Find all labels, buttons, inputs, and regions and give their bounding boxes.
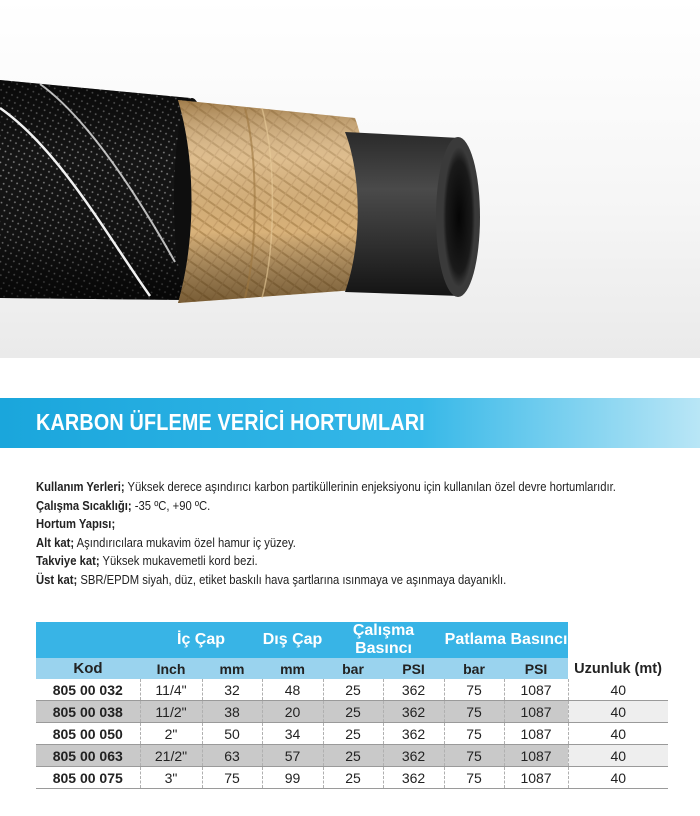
reinforcement-line [36, 552, 612, 571]
inner-layer-line [36, 534, 612, 553]
group-header-blank [36, 622, 140, 658]
col-length: Uzunluk (mt) [568, 658, 668, 679]
temperature-text: -35 ºC, +90 ºC. [131, 498, 211, 513]
sub-header-row [36, 658, 668, 679]
usage-text: Yüksek derece aşındırıcı karbon partiküllerinin enjeksiyonu için kullanılan özel devre hortumlarıdır. [124, 480, 616, 494]
cell-working-psi: 362 [383, 767, 444, 789]
table-row [36, 723, 668, 745]
cell-working-psi: 362 [383, 701, 444, 723]
usage-line [36, 478, 616, 497]
cell-kod: 805 00 038 [36, 701, 140, 723]
cell-length: 40 [568, 723, 668, 745]
col-kod: Kod [36, 658, 140, 679]
outer-layer-label: Üst kat; [36, 572, 78, 587]
cell-working-psi: 362 [383, 679, 444, 701]
cell-burst-bar: 75 [444, 701, 504, 723]
hose-product-image [0, 0, 700, 358]
col-inch: Inch [140, 658, 202, 679]
cell-burst-psi: 1087 [504, 723, 568, 745]
table-row [36, 745, 668, 767]
col-inner-mm: mm [202, 658, 262, 679]
cell-outer-mm: 57 [262, 745, 323, 767]
cell-outer-mm: 34 [262, 723, 323, 745]
inner-layer-text: Aşındırıcılara mukavim özel hamur iç yüzey. [74, 535, 296, 550]
cell-kod: 805 00 063 [36, 745, 140, 767]
cell-kod: 805 00 050 [36, 723, 140, 745]
cell-inch: 11/2" [140, 701, 202, 723]
cell-outer-mm: 20 [262, 701, 323, 723]
cell-inch: 21/2" [140, 745, 202, 767]
cell-working-bar: 25 [323, 767, 383, 789]
group-working-pressure: Çalışma Basıncı [323, 622, 444, 658]
cell-outer-mm: 99 [262, 767, 323, 789]
reinforcement-label: Takviye kat; [36, 554, 100, 569]
cell-burst-psi: 1087 [504, 767, 568, 789]
table-row [36, 679, 668, 701]
cell-burst-bar: 75 [444, 767, 504, 789]
group-burst-pressure: Patlama Basıncı [444, 622, 568, 658]
group-inner-diameter: İç Çap [140, 622, 262, 658]
cell-length: 40 [568, 679, 668, 701]
col-outer-mm: mm [262, 658, 323, 679]
outer-layer-line [36, 571, 612, 590]
col-working-psi: PSI [383, 658, 444, 679]
cell-burst-bar: 75 [444, 679, 504, 701]
cell-inner-mm: 75 [202, 767, 262, 789]
title-banner [0, 398, 700, 448]
col-working-bar: bar [323, 658, 383, 679]
cell-inner-mm: 63 [202, 745, 262, 767]
cell-length: 40 [568, 701, 668, 723]
page-title: KARBON ÜFLEME VERİCİ HORTUMLARI [36, 409, 425, 435]
group-header-row [36, 622, 668, 658]
table-row [36, 701, 668, 723]
reinforcement-text: Yüksek mukavemetli kord bezi. [99, 554, 258, 569]
hose-illustration [0, 0, 700, 358]
cell-inch: 3" [140, 767, 202, 789]
cell-working-psi: 362 [383, 723, 444, 745]
cell-outer-mm: 48 [262, 679, 323, 701]
cell-length: 40 [568, 767, 668, 789]
cell-kod: 805 00 075 [36, 767, 140, 789]
group-header-empty [568, 622, 668, 658]
cell-working-bar: 25 [323, 679, 383, 701]
temperature-line [36, 497, 612, 516]
inner-layer-label: Alt kat; [36, 535, 75, 550]
structure-line [36, 515, 612, 534]
product-description [36, 478, 676, 590]
cell-inch: 11/4" [140, 679, 202, 701]
cell-kod: 805 00 032 [36, 679, 140, 701]
cell-burst-bar: 75 [444, 745, 504, 767]
cell-working-bar: 25 [323, 701, 383, 723]
cell-burst-psi: 1087 [504, 679, 568, 701]
spec-table [36, 622, 668, 789]
col-burst-bar: bar [444, 658, 504, 679]
outer-layer-text: SBR/EPDM siyah, düz, etiket baskılı hava şartlarına ısınmaya ve aşınmaya dayanıklı. [77, 572, 507, 587]
col-burst-psi: PSI [504, 658, 568, 679]
group-outer-diameter: Dış Çap [262, 622, 323, 658]
structure-label: Hortum Yapısı; [36, 517, 116, 532]
cell-inner-mm: 38 [202, 701, 262, 723]
cell-inner-mm: 50 [202, 723, 262, 745]
cell-inner-mm: 32 [202, 679, 262, 701]
cell-burst-bar: 75 [444, 723, 504, 745]
temperature-label: Çalışma Sıcaklığı; [36, 498, 132, 513]
cell-burst-psi: 1087 [504, 745, 568, 767]
cell-working-psi: 362 [383, 745, 444, 767]
usage-label: Kullanım Yerleri; [36, 480, 125, 494]
table-row [36, 767, 668, 789]
cell-length: 40 [568, 745, 668, 767]
cell-inch: 2" [140, 723, 202, 745]
cell-burst-psi: 1087 [504, 701, 568, 723]
cell-working-bar: 25 [323, 745, 383, 767]
cell-working-bar: 25 [323, 723, 383, 745]
